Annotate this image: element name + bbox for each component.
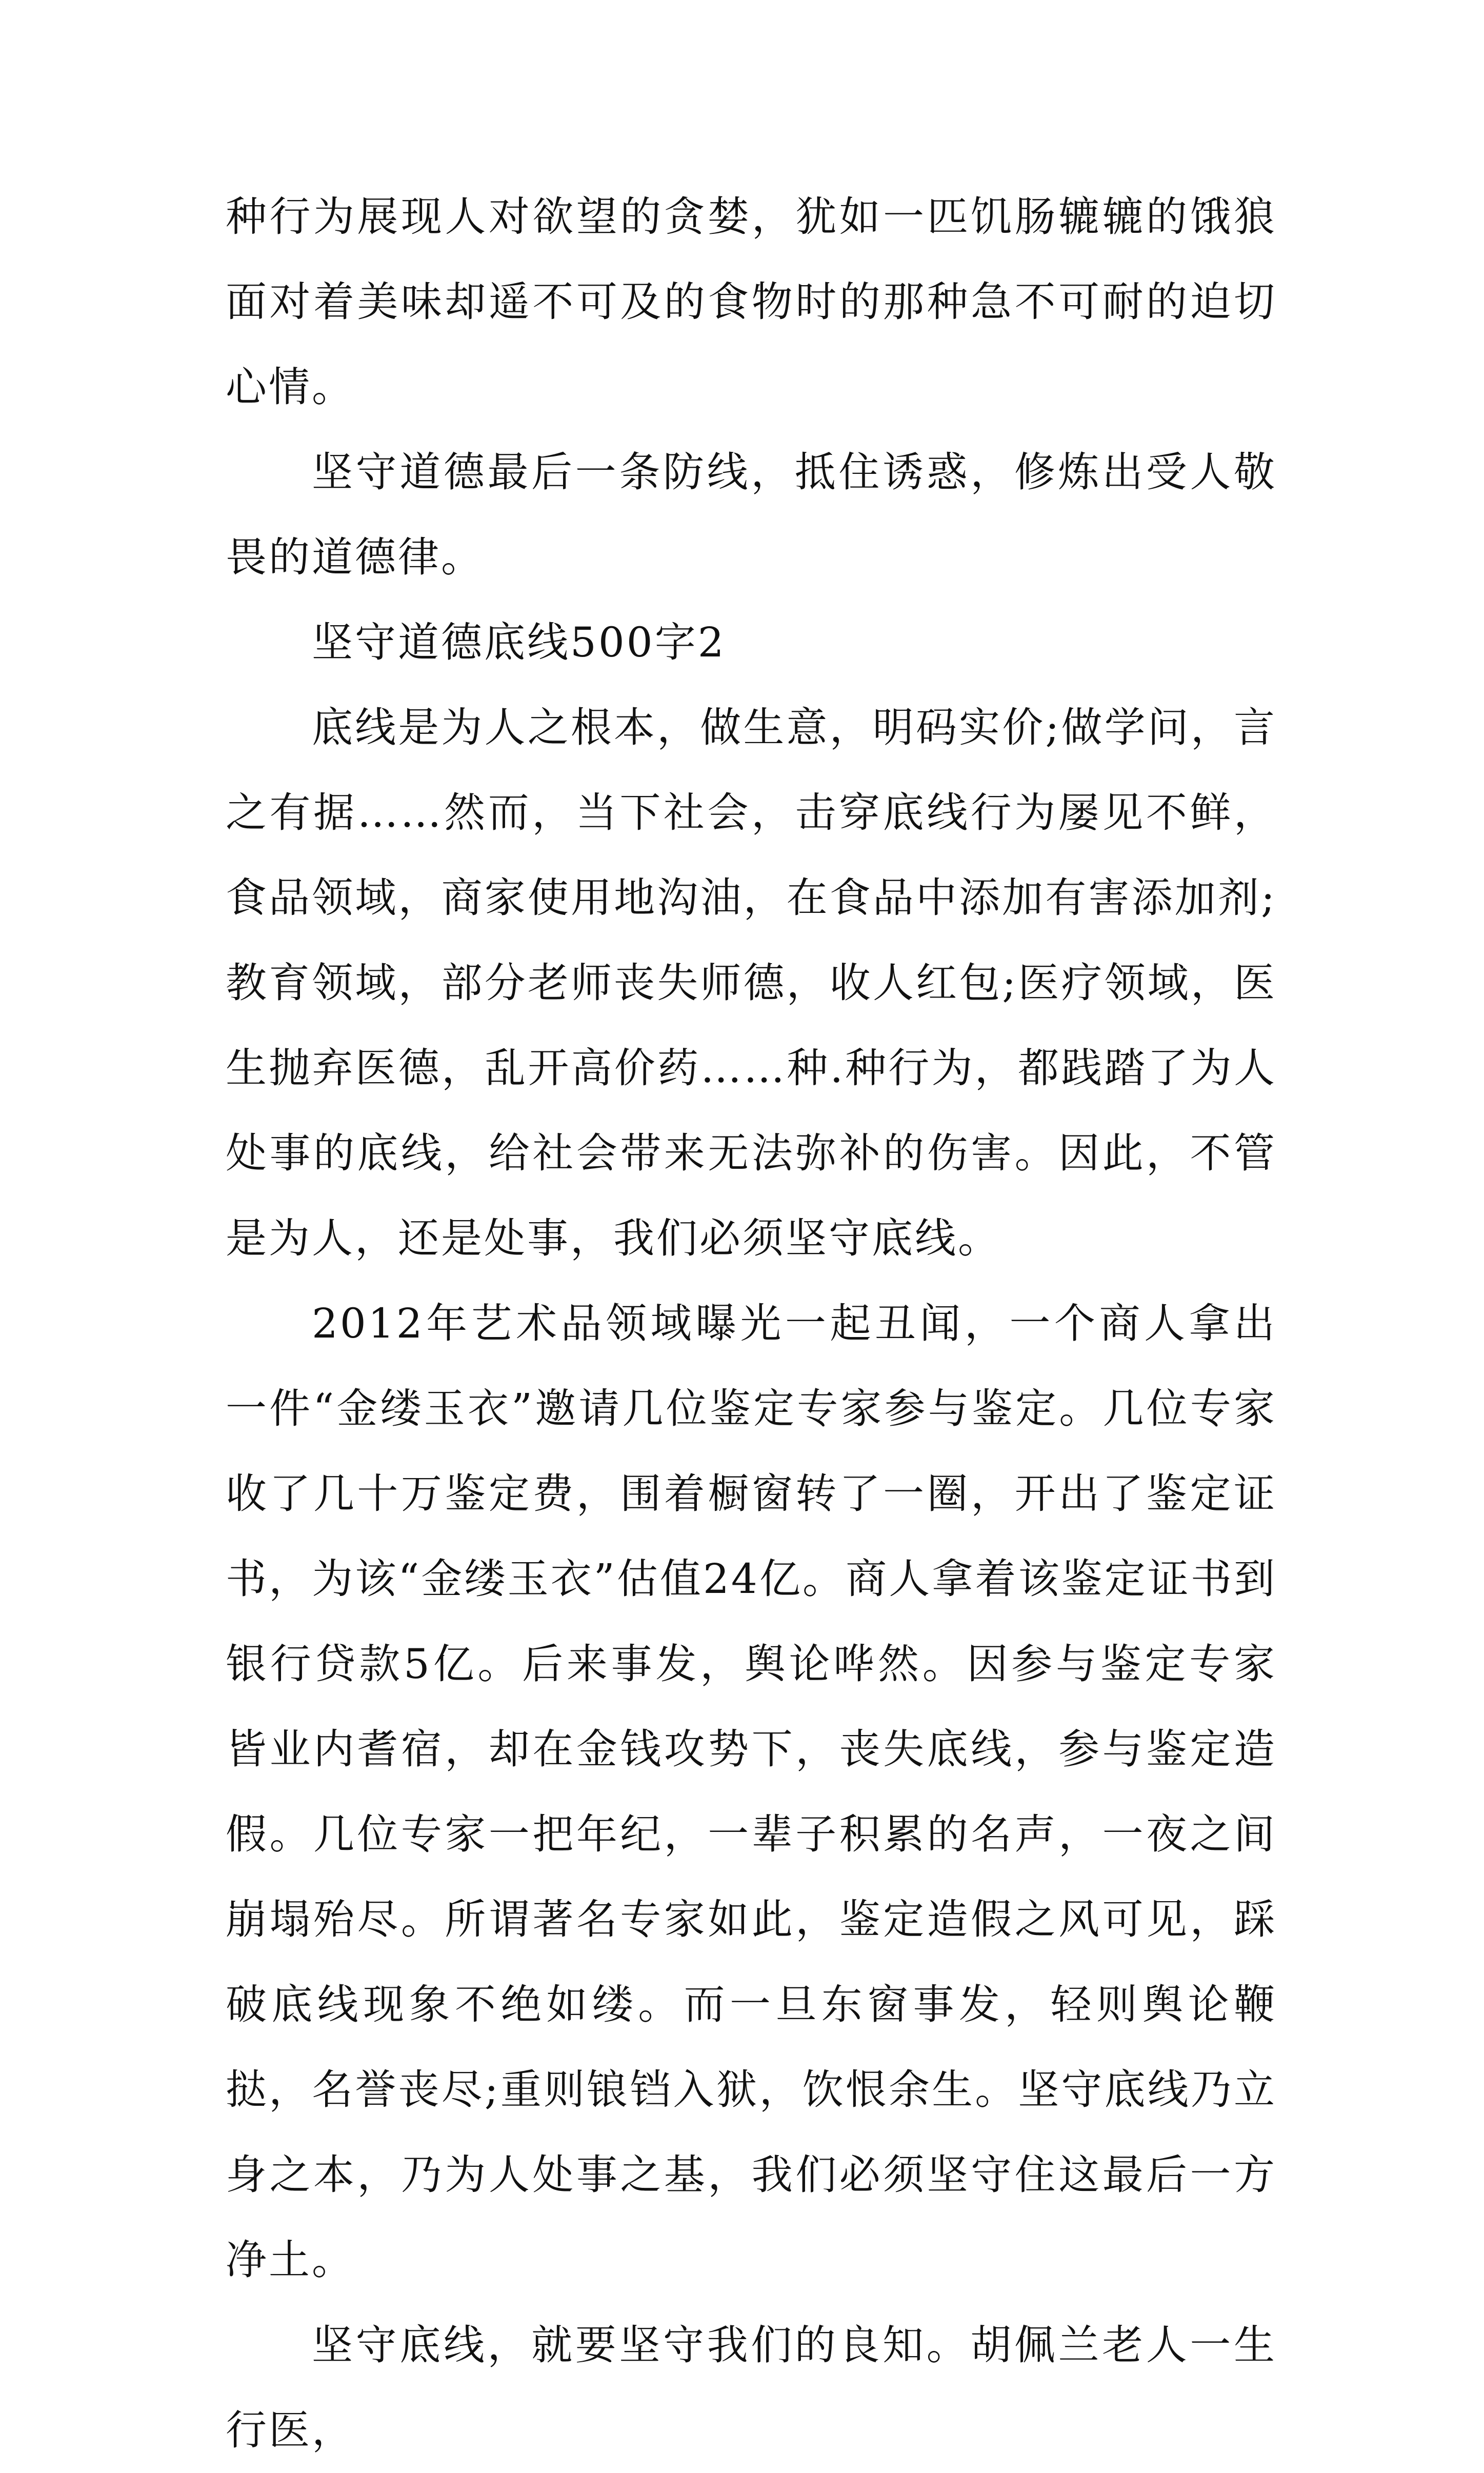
section-heading: 坚守道德底线500字2 <box>312 619 726 666</box>
paragraph-art-scandal: 2012年艺术品领域曝光一起丑闻，一个商人拿出一件“金缕玉衣”邀请几位鉴定专家参与鉴定。几位专家收了几十万鉴定费，围着橱窗转了一圈，开出了鉴定证书，为该“金缕玉衣”估值24亿。商人拿着该鉴定证书到银行贷款5亿。后来事发，舆论哗然。因参与鉴定专家皆业内耆宿，却在金钱攻势下，丧失底线，参与鉴定造假。几位专家一把年纪，一辈子积累的名声，一夜之间崩塌殆尽。所谓著名专家如此，鉴定造假之风可见，踩破底线现象不绝如缕。而一旦东窗事发，轻则舆论鞭挞，名誉丧尽;重则锒铛入狱，饮恨余生。坚守底线乃立身之本，乃为人处事之基，我们必须坚守住这最后一方净土。 <box>226 1300 1277 2284</box>
paragraph-continuation: 种行为展现人对欲望的贪婪，犹如一匹饥肠辘辘的饿狼面对着美味却遥不可及的食物时的那种急不可耐的迫切心情。 <box>226 193 1277 411</box>
document-page <box>226 174 1277 2473</box>
paragraph-moral-defense: 坚守道德最后一条防线，抵住诱惑，修炼出受人敬畏的道德律。 <box>226 448 1277 581</box>
paragraph-bottom-line-root: 底线是为人之根本，做生意，明码实价;做学问，言之有据……然而，当下社会，击穿底线行为屡见不鲜，食品领域，商家使用地沟油，在食品中添加有害添加剂;教育领域，部分老师丧失师德，收人红包;医疗领域，医生抛弃医德，乱开高价药……种.种行为，都践踏了为人处事的底线，给社会带来无法弥补的伤害。因此，不管是为人，还是处事，我们必须坚守底线。 <box>226 704 1277 1262</box>
paragraph-conscience: 坚守底线，就要坚守我们的良知。胡佩兰老人一生行医， <box>226 2321 1277 2454</box>
